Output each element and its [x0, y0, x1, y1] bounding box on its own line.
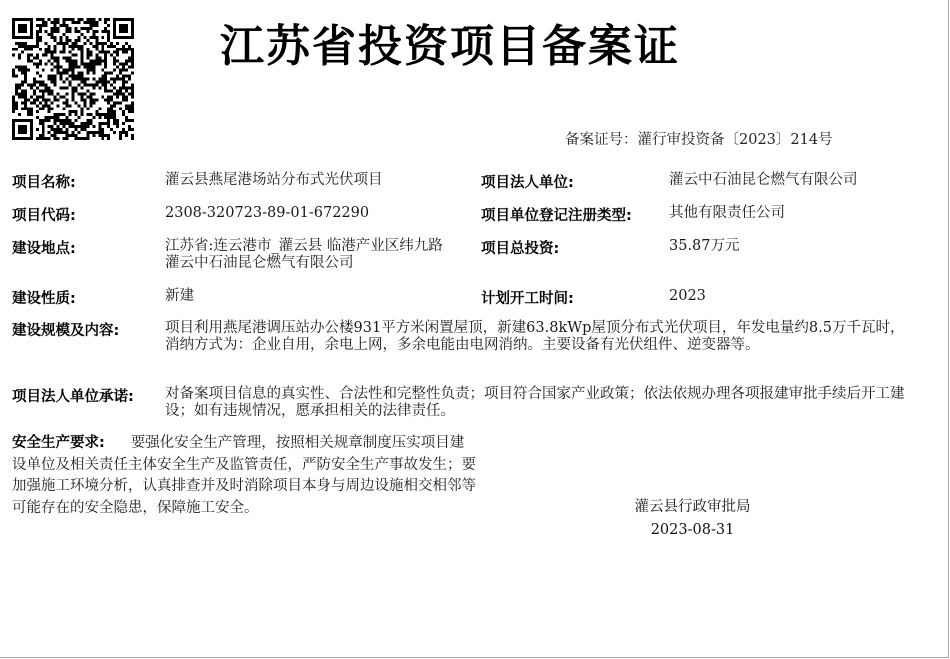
total-investment-value: 35.87万元: [669, 238, 740, 254]
start-time-label: 计划开工时间:: [481, 291, 574, 307]
registration-type-label: 项目单位登记注册类型:: [481, 208, 632, 224]
legal-entity-value: 灌云中石油昆仑燃气有限公司: [669, 172, 858, 188]
record-number: 备案证号：灌行审投资备〔2023〕214号: [565, 132, 833, 148]
scale-label: 建设规模及内容:: [12, 323, 120, 339]
nature-value: 新建: [165, 288, 194, 304]
issuing-authority: 灌云县行政审批局: [634, 499, 751, 515]
nature-label: 建设性质:: [12, 291, 76, 307]
certificate-title: 江苏省投资项目备案证: [220, 21, 680, 72]
issuer-signature: [600, 496, 785, 542]
legal-entity-label: 项目法人单位:: [481, 175, 574, 191]
commitment-value: 对备案项目信息的真实性、合法性和完整性负责；项目符合国家产业政策；依法依规办理各项报建审批手续后开工建设；如有违规情况，愿承担相关的法律责任。: [165, 386, 905, 419]
total-investment-label: 项目总投资:: [481, 241, 560, 257]
issue-date: 2023-08-31: [650, 522, 735, 538]
location-value: 江苏省:连云港市_灌云县 临港产业区纬九路灌云中石油昆仑燃气有限公司: [165, 238, 443, 271]
scale-value: 项目利用燕尾港调压站办公楼931平方米闲置屋顶，新建63.8kWp屋顶分布式光伏项目，年发电量约8.5万千瓦时，消纳方式为：企业自用，余电上网，多余电能由电网消纳。主要设备有光伏组件、逆变器等。: [165, 320, 905, 353]
registration-type-value: 其他有限责任公司: [669, 205, 785, 221]
project-code-label: 项目代码:: [12, 208, 76, 224]
project-code-value: 2308-320723-89-01-672290: [165, 205, 370, 221]
safety-label: 安全生产要求:: [12, 435, 105, 451]
safety-text: 要强化安全生产管理，按照相关规章制度压实项目建设单位及相关责任主体安全生产及监管责任，严防安全生产事故发生；要加强施工环境分析，认真排查并及时消除项目本身与周边设施相交相邻等可能存在的安全隐患，保障施工安全。: [12, 435, 476, 516]
commitment-label: 项目法人单位承诺:: [12, 389, 134, 405]
safety-requirements: [12, 433, 477, 519]
start-time-value: 2023: [669, 288, 706, 304]
project-name-value: 灌云县燕尾港场站分布式光伏项目: [165, 172, 383, 188]
location-label: 建设地点:: [12, 241, 76, 257]
project-name-label: 项目名称:: [12, 175, 76, 191]
